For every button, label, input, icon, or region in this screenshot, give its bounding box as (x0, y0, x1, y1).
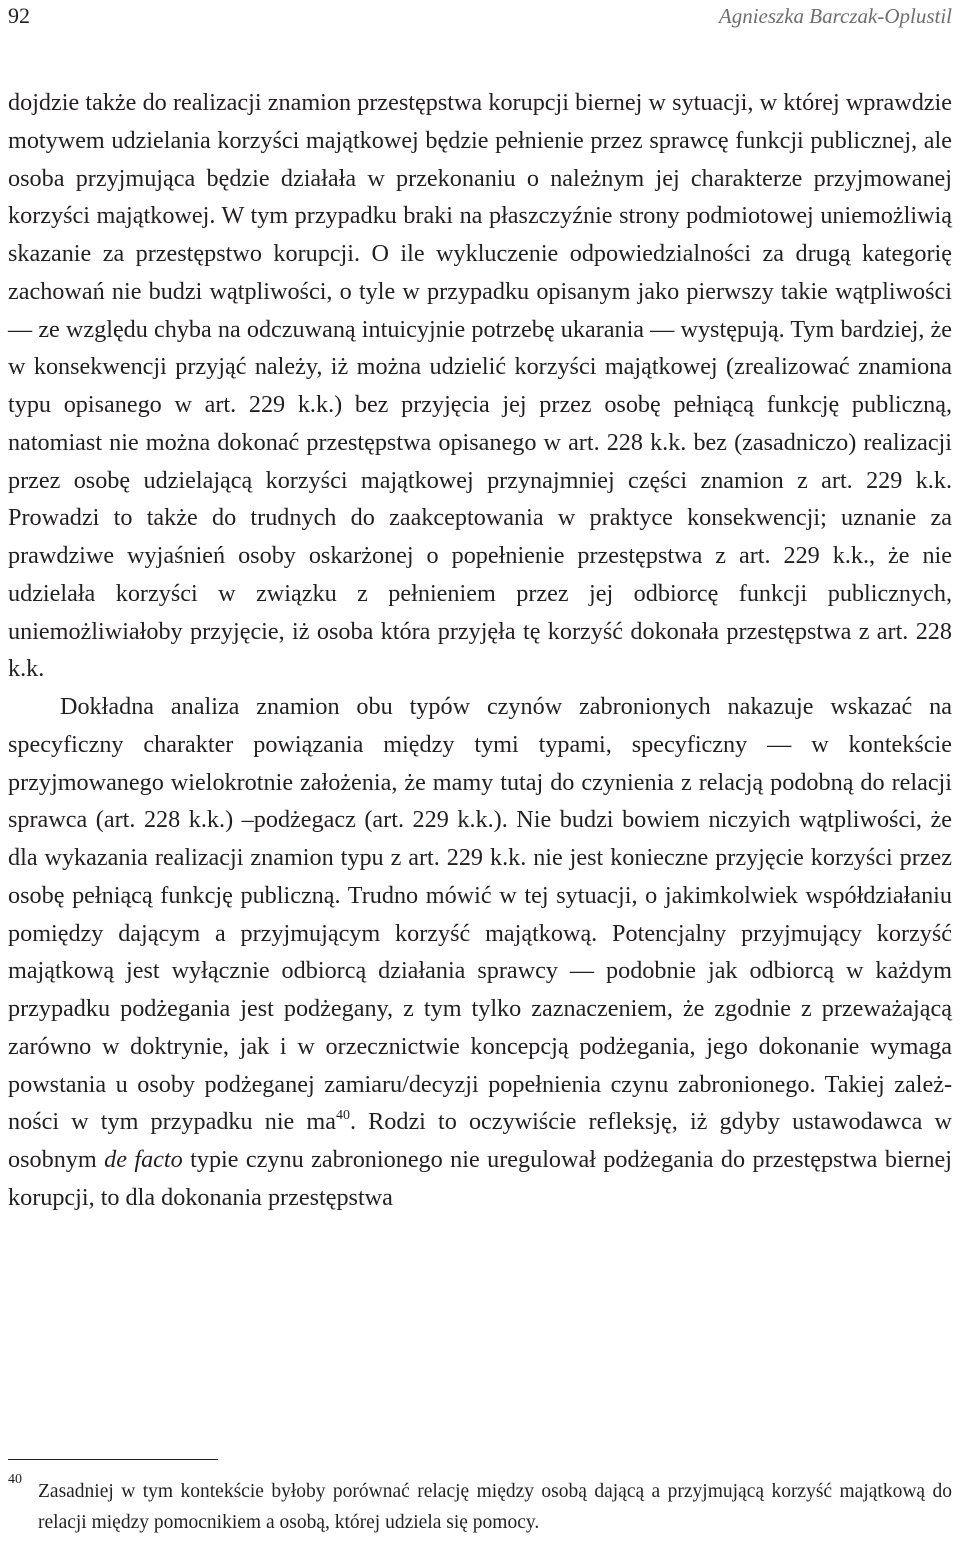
main-text (8, 84, 952, 1217)
running-header (0, 0, 960, 40)
footnote-separator (8, 1459, 218, 1460)
paragraph-2 (8, 688, 952, 1217)
footnote-reference: 40 (335, 1108, 350, 1124)
running-author: Agnieszka Barczak-Oplustil (718, 4, 952, 28)
footnote-number: 40 (8, 1472, 22, 1487)
footnote-text: Zasadniej w tym kontekście byłoby porównać relację między osobą dającą a przyjmującą korzyść majątkową do relacji między pomocnikiem a osobą, której udziela się pomocy. (38, 1481, 952, 1533)
paragraph-2-text-a: Dokładna analiza znamion obu typów czynów zabronionych nakazuje wskazać na specyficzny charakter powiązania między tymi typami, specyficzny — w kontekście przyjmowanego wielokrotnie założenia, że mamy tutaj do czynienia z relacją podobną do relacji sprawca (art. 228 k.k.) –podżegacz (art. 229 k.k.). Nie budzi bowiem niczyich wątpliwości, że dla wykazania realizacji znamion typu z art. 229 k.k. nie jest konieczne przyjęcie korzyści przez osobę pełniącą funkcję publiczną. Trudno mówić w tej sytuacji, o jakimkolwiek współdziałaniu pomiędzy dającym a przyjmującym korzyść majątkową. Potencjalny przyjmujący korzyść majątkową jest wyłącznie odbiorcą działania sprawcy — podobnie jak odbiorcą w każdym przypadku podżegania jest podżegany, z tym tylko zaznaczeniem, że zgodnie z przeważającą zarówno w doktrynie, jak i w orzecznictwie koncepcją podżegania, jego dokonanie wymaga powstania u osoby podżeganej zamiaru/decyzji popełnienia czynu zabronionego. Takiej zależności w tym przypadku nie ma (8, 693, 952, 1136)
paragraph-1: dojdzie także do realizacji znamion przestępstwa korupcji biernej w sytuacji, w której wprawdzie motywem udzielania korzyści majątkowej będzie pełnienie przez sprawcę funkcji publicznej, ale osoba przyjmująca będzie działała w przekonaniu o należnym jej charakterze przyjmowanej korzyści majątkowej. W tym przypadku braki na płaszczyźnie strony podmiotowej uniemożliwią skazanie za przestępstwo korupcji. O ile wykluczenie odpowiedzialności za drugą kategorię zachowań nie budzi wątpliwości, o tyle w przypadku opisanym jako pierwszy takie wątpliwości — ze względu chyba na odczuwaną intuicyjnie potrzebę ukarania — występują. Tym bardziej, że w konsekwencji przyjąć należy, iż można udzielić korzyści majątkowej (zrealizować znamiona typu opisanego w art. 229 k.k.) bez przyjęcia jej przez osobę pełniącą funkcję publiczną, natomiast nie można dokonać przestępstwa opisanego w art. 228 k.k. bez (zasadniczo) realizacji przez osobę udzielającą korzyści majątkowej przynajmniej części znamion z art. 229 k.k. Prowadzi to także do trudnych do zaakceptowania w praktyce konsekwencji; uznanie za prawdziwe wyjaśnień osoby oskarżonej o popełnienie przestępstwa z art. 229 k.k., że nie udzielała korzyści w związku z pełnieniem przez jej odbiorcę funkcji publicznych, uniemożliwiałoby przyjęcie, iż osoba która przyjęła tę korzyść dokonała przestępstwa z art. 228 k.k. (8, 89, 952, 683)
page-number: 92 (8, 3, 30, 28)
paragraph-2-text-c: typie czynu zabronionego nie uregulował podżegania do przestępstwa biernej korupcji, to dla dokonania przestępstwa (8, 1146, 952, 1211)
paragraph-2-text-b: . Rodzi to oczywiście refleksję, iż gdyby ustawodawca w osobnym (8, 1108, 952, 1173)
footnote (8, 1472, 952, 1538)
italic-phrase: de facto (104, 1146, 183, 1173)
